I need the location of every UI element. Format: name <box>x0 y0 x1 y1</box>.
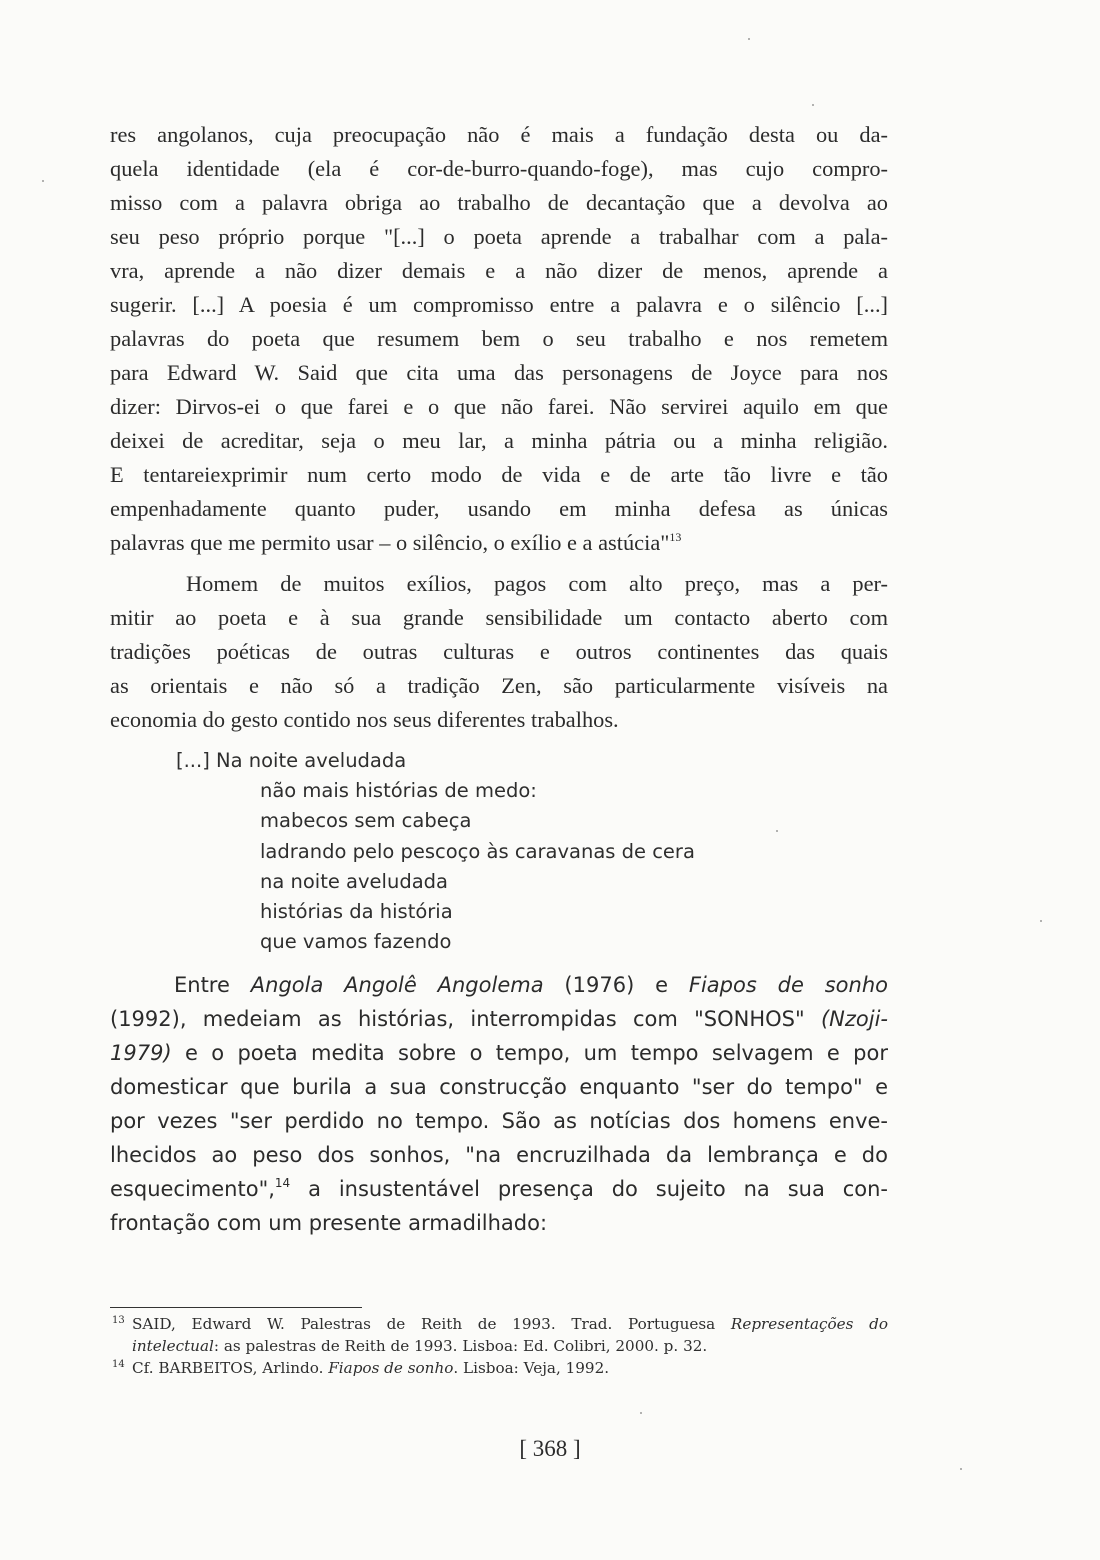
poem-line: ladrando pelo pescoço às caravanas de cera <box>260 839 695 863</box>
text-line: lhecidos ao peso dos sonhos, "na encruzilhada da lembrança e do <box>110 1143 888 1167</box>
text-line: para Edward W. Said que cita uma das personagens de Joyce para nos <box>110 360 888 385</box>
scan-speck <box>748 38 750 40</box>
poem-line: não mais histórias de medo: <box>260 779 537 803</box>
footnote-line <box>132 1357 888 1379</box>
text-line <box>110 526 888 560</box>
footnote-divider <box>110 1307 362 1308</box>
book-title: Fiapos de sonho <box>688 973 889 997</box>
scan-speck <box>1040 920 1042 922</box>
book-title: Angola Angolê Angolema <box>250 973 544 997</box>
italic-text: (Nzoji- <box>820 1007 888 1031</box>
text-line: seu peso próprio porque "[...] o poeta aprende a trabalhar com a pala- <box>110 224 888 249</box>
paragraph-2 <box>110 567 888 737</box>
poem-quote <box>176 746 695 957</box>
text-line: deixei de acreditar, seja o meu lar, a minha pátria ou a minha religião. <box>110 428 888 453</box>
text-line <box>110 1002 888 1036</box>
text-line: domesticar que burila a sua construcção enquanto "ser do tempo" e <box>110 1075 888 1099</box>
text-segment: (1992), medeiam as histórias, interrompidas com "SONHOS" <box>110 1007 821 1031</box>
footnote-line <box>132 1335 888 1357</box>
text-line: E tentareiexprimir num certo modo de vida e de arte tão livre e tão <box>110 462 888 487</box>
text-line: empenhadamente quanto puder, usando em minha defesa as únicas <box>110 496 888 521</box>
scan-speck <box>42 180 44 182</box>
footnote-number: 13 <box>112 1315 125 1326</box>
text-segment: a insustentável presença do sujeito na sua con- <box>290 1177 888 1201</box>
footnote-14 <box>110 1357 888 1379</box>
text-line: tradições poéticas de outras culturas e outros continentes das quais <box>110 639 888 664</box>
text-line: palavras do poeta que resumem bem o seu trabalho e nos remetem <box>110 326 888 351</box>
footnote-reference-14[interactable]: 14 <box>274 1176 291 1190</box>
italic-text: Representações do <box>730 1315 888 1333</box>
text-line: dizer: Dirvos-ei o que farei e o que não farei. Não servirei aquilo em que <box>110 394 888 419</box>
scan-speck <box>640 1412 642 1414</box>
text-segment: palavras que me permito usar – o silêncio, o exílio e a astúcia" <box>110 530 670 555</box>
text-line: mitir ao poeta e à sua grande sensibilidade um contacto aberto com <box>110 605 888 630</box>
text-line: misso com a palavra obriga ao trabalho de decantação que a devolva ao <box>110 190 888 215</box>
footnotes <box>110 1313 888 1379</box>
text-line: por vezes "ser perdido no tempo. São as notícias dos homens enve- <box>110 1109 888 1133</box>
text-segment: . Lisboa: Veja, 1992. <box>453 1359 610 1377</box>
paragraph-3 <box>110 968 888 1240</box>
footnote-13 <box>110 1313 888 1357</box>
poem-line: [...] Na noite aveludada <box>176 749 407 772</box>
footnote-number: 14 <box>112 1359 125 1370</box>
italic-text: Fiapos de sonho <box>328 1359 454 1377</box>
scan-speck <box>960 1468 962 1470</box>
text-line <box>110 1172 888 1206</box>
italic-text: intelectual <box>132 1337 214 1355</box>
text-line: economia do gesto contido nos seus diferentes trabalhos. <box>110 707 619 732</box>
paragraph-1 <box>110 118 888 560</box>
text-line: frontação com um presente armadilhado: <box>110 1211 548 1235</box>
footnote-reference-13[interactable]: 13 <box>669 530 682 544</box>
poem-line: histórias da história <box>260 900 453 924</box>
poem-line: na noite aveludada <box>260 869 448 893</box>
text-segment: esquecimento", <box>110 1177 275 1201</box>
text-segment: SAID, Edward W. Palestras de Reith de 1993. Trad. Portuguesa <box>132 1315 731 1333</box>
text-line: vra, aprende a não dizer demais e a não dizer de menos, aprende a <box>110 258 888 283</box>
text-segment: e o poeta medita sobre o tempo, um tempo selvagem e por <box>171 1041 888 1065</box>
text-line <box>110 968 888 1002</box>
text-line: quela identidade (ela é cor-de-burro-quando-foge), mas cujo compro- <box>110 156 888 181</box>
footnote-line <box>132 1313 888 1335</box>
italic-text: 1979) <box>110 1041 172 1065</box>
text-line: as orientais e não só a tradição Zen, são particularmente visíveis na <box>110 673 888 698</box>
text-line <box>110 1036 888 1070</box>
text-segment: (1976) e <box>543 973 689 997</box>
text-segment: Cf. BARBEITOS, Arlindo. <box>132 1359 329 1377</box>
scan-speck <box>776 830 778 832</box>
page-number: [ 368 ] <box>519 1436 581 1461</box>
scan-speck <box>812 104 814 106</box>
text-line: sugerir. [...] A poesia é um compromisso entre a palavra e o silêncio [...] <box>110 292 888 317</box>
text-line: res angolanos, cuja preocupação não é mais a fundação desta ou da- <box>110 122 888 147</box>
text-segment: Entre <box>174 973 251 997</box>
poem-line: que vamos fazendo <box>260 930 452 954</box>
text-line: Homem de muitos exílios, pagos com alto preço, mas a per- <box>186 571 888 596</box>
text-segment: : as palestras de Reith de 1993. Lisboa: Ed. Colibri, 2000. p. 32. <box>213 1337 708 1355</box>
poem-line: mabecos sem cabeça <box>260 809 472 833</box>
